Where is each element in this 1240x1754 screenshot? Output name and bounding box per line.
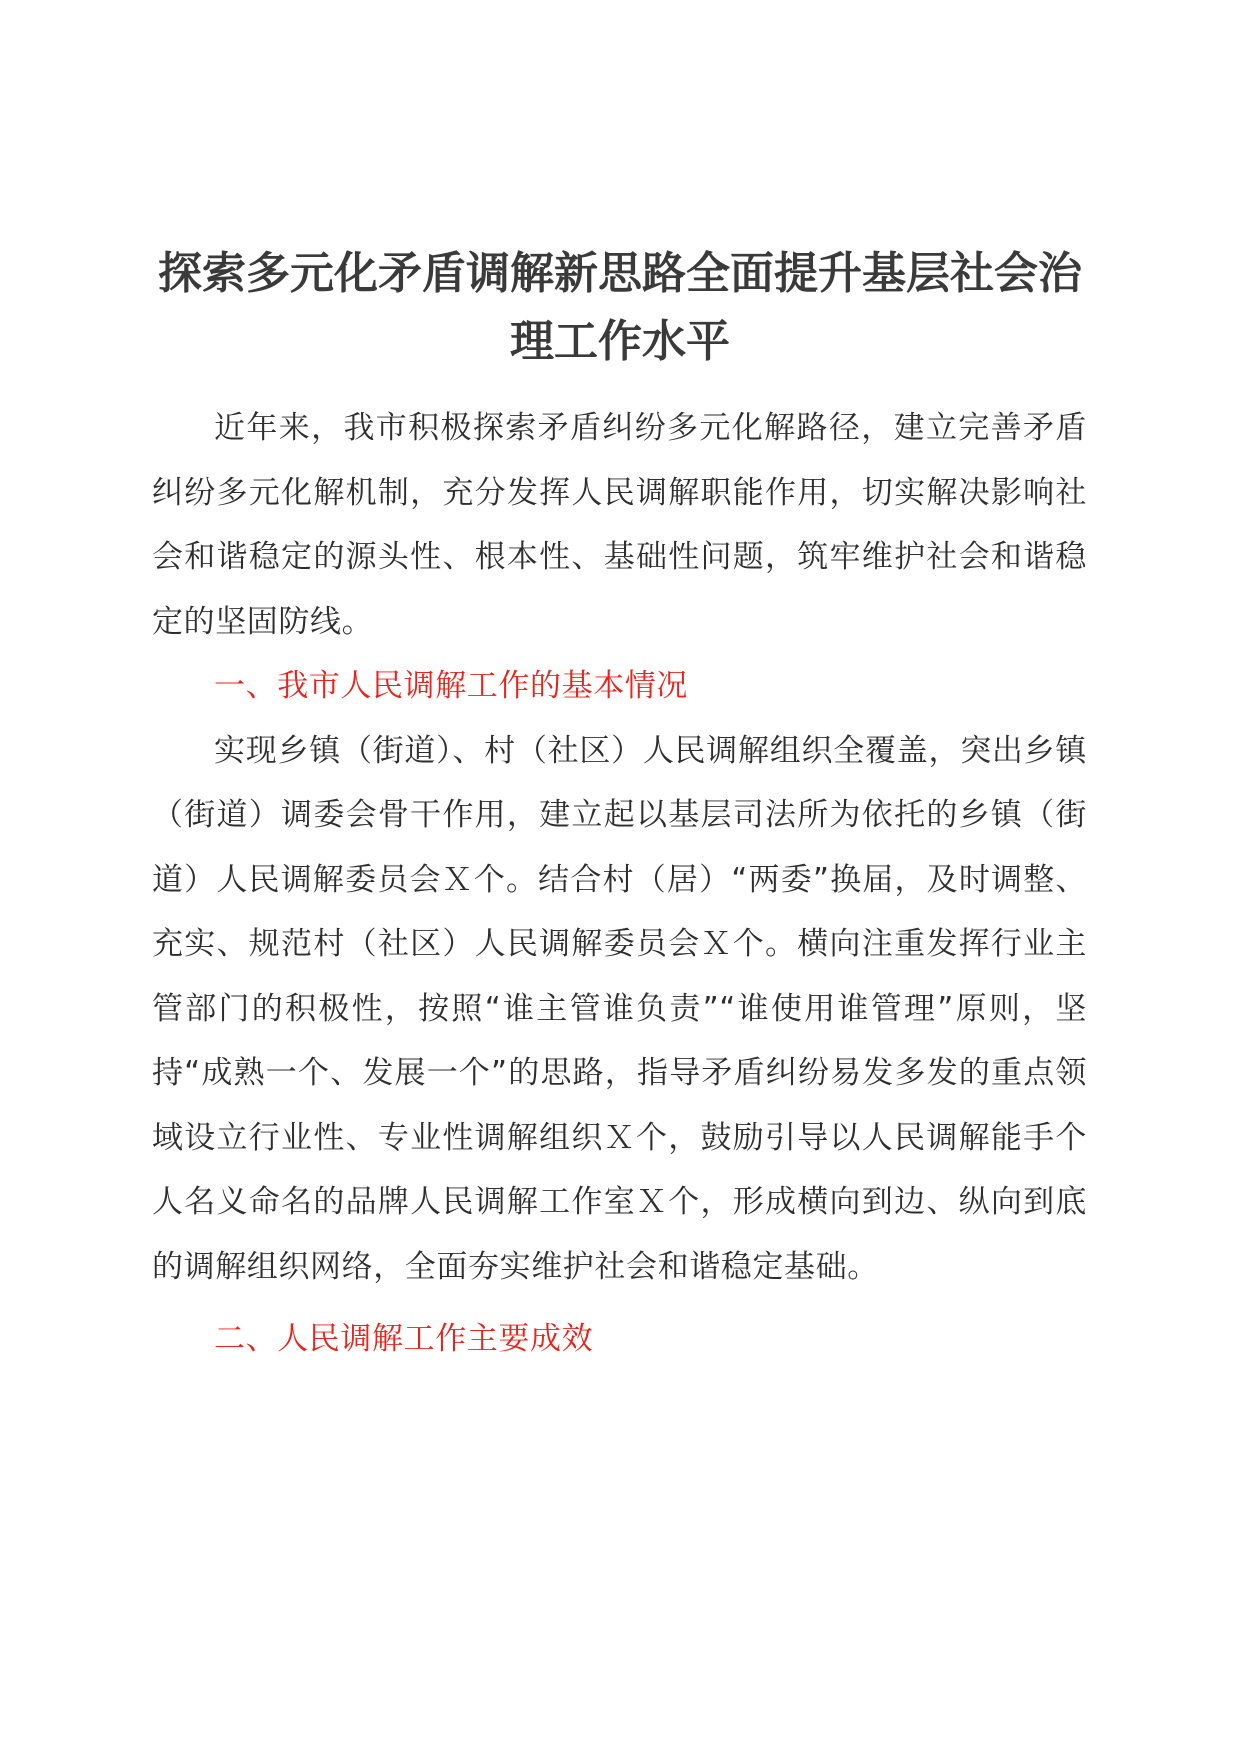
document-title: 探索多元化矛盾调解新思路全面提升基层社会治理工作水平	[158, 248, 1082, 367]
section-1-paragraph: 实现乡镇（街道）、村（社区）人民调解组织全覆盖，突出乡镇（街道）调委会骨干作用，建立起以基层司法所为依托的乡镇（街道）人民调解委员会Ｘ个。结合村（居）“两委”换届，及时调整、充实、规范村（社区）人民调解委员会Ｘ个。横向注重发挥行业主管部门的积极性，按照“谁主管谁负责”“谁使用谁管理”原则，坚持“成熟一个、发展一个”的思路，指导矛盾纠纷易发多发的重点领域设立行业性、专业性调解组织Ｘ个，鼓励引导以人民调解能手个人名义命名的品牌人民调解工作室Ｘ个，形成横向到边、纵向到底的调解组织网络，全面夯实维护社会和谐稳定基础。	[152, 732, 1087, 1285]
section-2-heading: 二、人民调解工作主要成效	[214, 1321, 594, 1357]
section-1-heading: 一、我市人民调解工作的基本情况	[214, 668, 688, 704]
document-body	[152, 396, 1087, 1372]
intro-paragraph: 近年来，我市积极探索矛盾纠纷多元化解路径，建立完善矛盾纠纷多元化解机制，充分发挥人民调解职能作用，切实解决影响社会和谐稳定的源头性、根本性、基础性问题，筑牢维护社会和谐稳定的坚固防线。	[152, 410, 1087, 640]
